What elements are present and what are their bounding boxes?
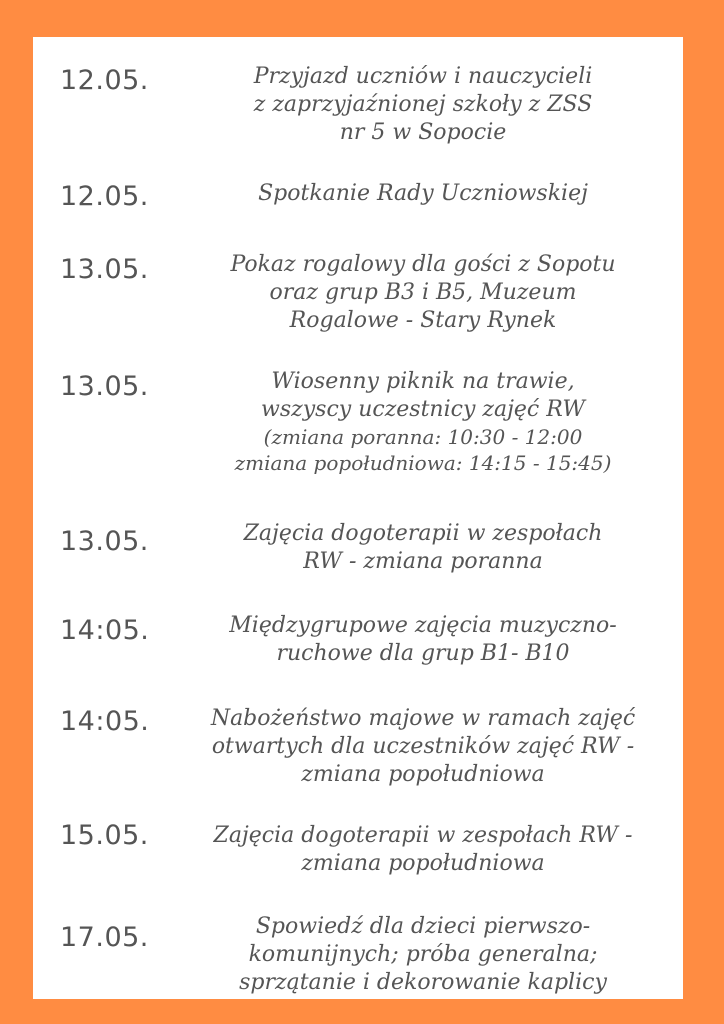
event-description: [173, 612, 673, 668]
event-line: RW - zmiana poranna: [303, 549, 543, 574]
event-date: 12.05.: [60, 181, 149, 212]
event-date: 13.05.: [60, 526, 149, 557]
event-line: Międzygrupowe zajęcia muzyczno-: [229, 613, 617, 638]
event-line: oraz grup B3 i B5, Muzeum: [269, 280, 577, 305]
event-line: Rogalowe - Stary Rynek: [289, 308, 557, 333]
event-line: zmiana popołudniowa: [301, 851, 545, 876]
event-line: Wiosenny piknik na trawie,: [271, 369, 575, 394]
event-date: 13.05.: [60, 254, 149, 285]
event-line: Przyjazd uczniów i nauczycieli: [253, 64, 593, 89]
event-line: sprzątanie i dekorowanie kaplicy: [239, 970, 607, 995]
event-date: 15.05.: [60, 820, 149, 851]
event-date: 12.05.: [60, 65, 149, 96]
event-date: 14:05.: [60, 615, 150, 646]
event-description: [173, 705, 673, 789]
event-description: [173, 822, 673, 878]
event-date: 14:05.: [60, 706, 150, 737]
schedule-sheet: [33, 37, 683, 999]
event-line: wszyscy uczestnicy zajęć RW: [261, 397, 585, 422]
event-line: nr 5 w Sopocie: [339, 120, 507, 145]
event-date: 13.05.: [60, 371, 149, 402]
event-line: Spotkanie Rady Uczniowskiej: [258, 181, 588, 206]
event-line: komunijnych; próba generalna;: [248, 942, 598, 967]
event-description: [173, 368, 673, 476]
event-time-note: (zmiana poranna: 10:30 - 12:00: [263, 425, 583, 449]
event-line: zmiana popołudniowa: [301, 762, 545, 787]
event-description: [173, 520, 673, 576]
event-time-note: zmiana popołudniowa: 14:15 - 15:45): [234, 451, 612, 475]
event-line: Nabożeństwo majowe w ramach zajęć: [210, 706, 636, 731]
event-description: [173, 913, 673, 997]
event-line: Zajęcia dogoterapii w zespołach: [243, 521, 603, 546]
event-line: ruchowe dla grup B1- B10: [276, 641, 570, 666]
event-description: [173, 251, 673, 335]
event-line: Zajęcia dogoterapii w zespołach RW -: [213, 823, 633, 848]
event-line: otwartych dla uczestników zajęć RW -: [211, 734, 635, 759]
event-line: Spowiedź dla dzieci pierwszo-: [255, 914, 591, 939]
event-date: 17.05.: [60, 922, 149, 953]
event-line: z zaprzyjaźnionej szkoły z ZSS: [253, 92, 593, 117]
event-line: Pokaz rogalowy dla gości z Sopotu: [230, 252, 616, 277]
event-description: [173, 180, 673, 208]
event-description: [173, 63, 673, 147]
